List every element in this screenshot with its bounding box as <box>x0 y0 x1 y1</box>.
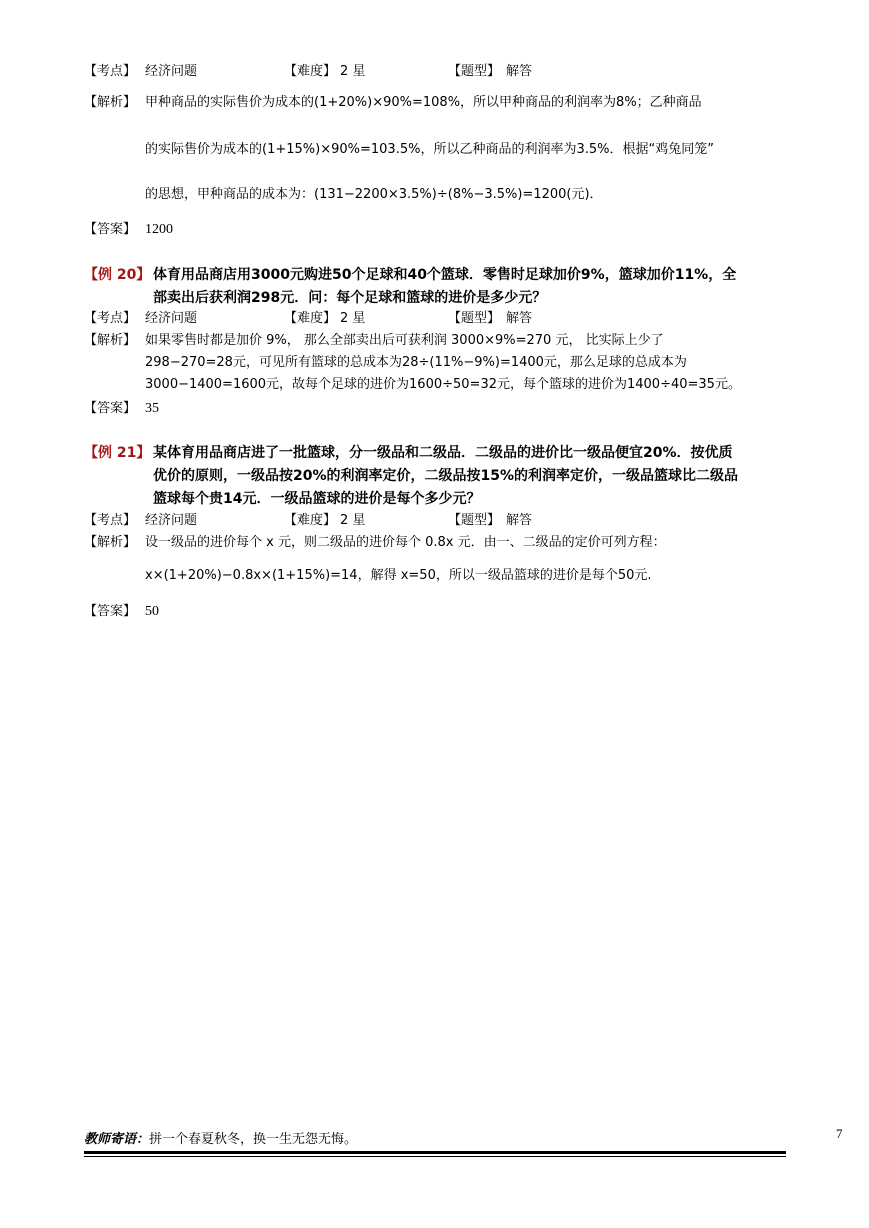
teacher-message <box>84 1128 357 1147</box>
nandu-label-20: 【难度】 <box>284 311 337 326</box>
nandu-label-21: 【难度】 <box>284 513 337 528</box>
kaodian-label-21: 【考点】 <box>84 513 137 528</box>
kaodian-value-19: 经济问题 <box>145 64 198 79</box>
kaodian-label-19: 【考点】 <box>84 64 137 79</box>
tixing-value-20: 解答 <box>506 311 533 326</box>
daan-label-21: 【答案】 <box>84 604 137 619</box>
page-number: 7 <box>836 1126 843 1141</box>
nandu-value-19: 2 星 <box>340 64 366 79</box>
example-20-label: 【例 20】 <box>84 267 151 283</box>
example-21-question-line1: 某体育用品商店进了一批篮球，分一级品和二级品．二级品的进价比一级品便宜20%．按优质 <box>153 445 733 461</box>
jiexi-line2-19: 的实际售价为成本的(1+15%)×90%=103.5%，所以乙种商品的利润率为3.5%．根据“鸡兔同笼” <box>145 142 714 157</box>
jiexi-label-21: 【解析】 <box>84 535 137 550</box>
example-21-question-line2: 优价的原则，一级品按20%的利润率定价，二级品按15%的利润率定价，一级品篮球比二级品 <box>153 468 739 484</box>
kaodian-value-21: 经济问题 <box>145 513 198 528</box>
jiexi-line2-21: x×(1+20%)−0.8x×(1+15%)=14，解得 x=50，所以一级品篮球的进价是每个50元. <box>145 568 652 583</box>
tixing-value-19: 解答 <box>506 64 533 79</box>
daan-value-20: 35 <box>145 401 159 416</box>
kaodian-value-20: 经济问题 <box>145 311 198 326</box>
jiexi-line2-20: 298−270=28元，可见所有篮球的总成本为28÷(11%−9%)=1400元，那么足球的总成本为 <box>145 355 687 370</box>
jiexi-label-20: 【解析】 <box>84 333 137 348</box>
example-21-question-line3: 篮球每个贵14元．一级品篮球的进价是每个多少元？ <box>153 491 481 507</box>
example-20-question-line2: 部卖出后获利润298元．问：每个足球和篮球的进价是多少元？ <box>153 290 547 306</box>
daan-label-19: 【答案】 <box>84 222 137 237</box>
footer-divider-thin <box>84 1156 786 1157</box>
jiexi-line1-20: 如果零售时都是加价 9%， 那么全部卖出后可获利润 3000×9%=270 元， 比实际上少了 <box>145 333 664 348</box>
nandu-value-20: 2 星 <box>340 311 366 326</box>
nandu-label-19: 【难度】 <box>284 64 337 79</box>
jiexi-line1-21: 设一级品的进价每个 x 元，则二级品的进价每个 0.8x 元．由一、二级品的定价可列方程： <box>145 535 666 550</box>
jiexi-line1-19: 甲种商品的实际售价为成本的(1+20%)×90%=108%，所以甲种商品的利润率为8%；乙种商品 <box>145 95 702 110</box>
footer-divider-thick <box>84 1151 786 1154</box>
example-21-label: 【例 21】 <box>84 445 151 461</box>
example-20-question-line1: 体育用品商店用3000元购进50个足球和40个篮球．零售时足球加价9%，篮球加价11%，全 <box>153 267 737 283</box>
tixing-label-19: 【题型】 <box>448 64 501 79</box>
jiexi-line3-19: 的思想，甲种商品的成本为：(131−2200×3.5%)÷(8%−3.5%)=1200(元)． <box>145 187 603 202</box>
daan-label-20: 【答案】 <box>84 401 137 416</box>
jiexi-label-19: 【解析】 <box>84 95 137 110</box>
tixing-label-21: 【题型】 <box>448 513 501 528</box>
daan-value-19: 1200 <box>145 222 173 237</box>
teacher-message-label: 教师寄语： <box>84 1132 150 1147</box>
jiexi-line3-20: 3000−1400=1600元，故每个足球的进价为1600÷50=32元，每个篮球的进价为1400÷40=35元。 <box>145 377 741 392</box>
kaodian-label-20: 【考点】 <box>84 311 137 326</box>
daan-value-21: 50 <box>145 604 159 619</box>
tixing-label-20: 【题型】 <box>448 311 501 326</box>
nandu-value-21: 2 星 <box>340 513 366 528</box>
teacher-message-text: 拼一个春夏秋冬，换一生无怨无悔。 <box>149 1132 358 1147</box>
tixing-value-21: 解答 <box>506 513 533 528</box>
